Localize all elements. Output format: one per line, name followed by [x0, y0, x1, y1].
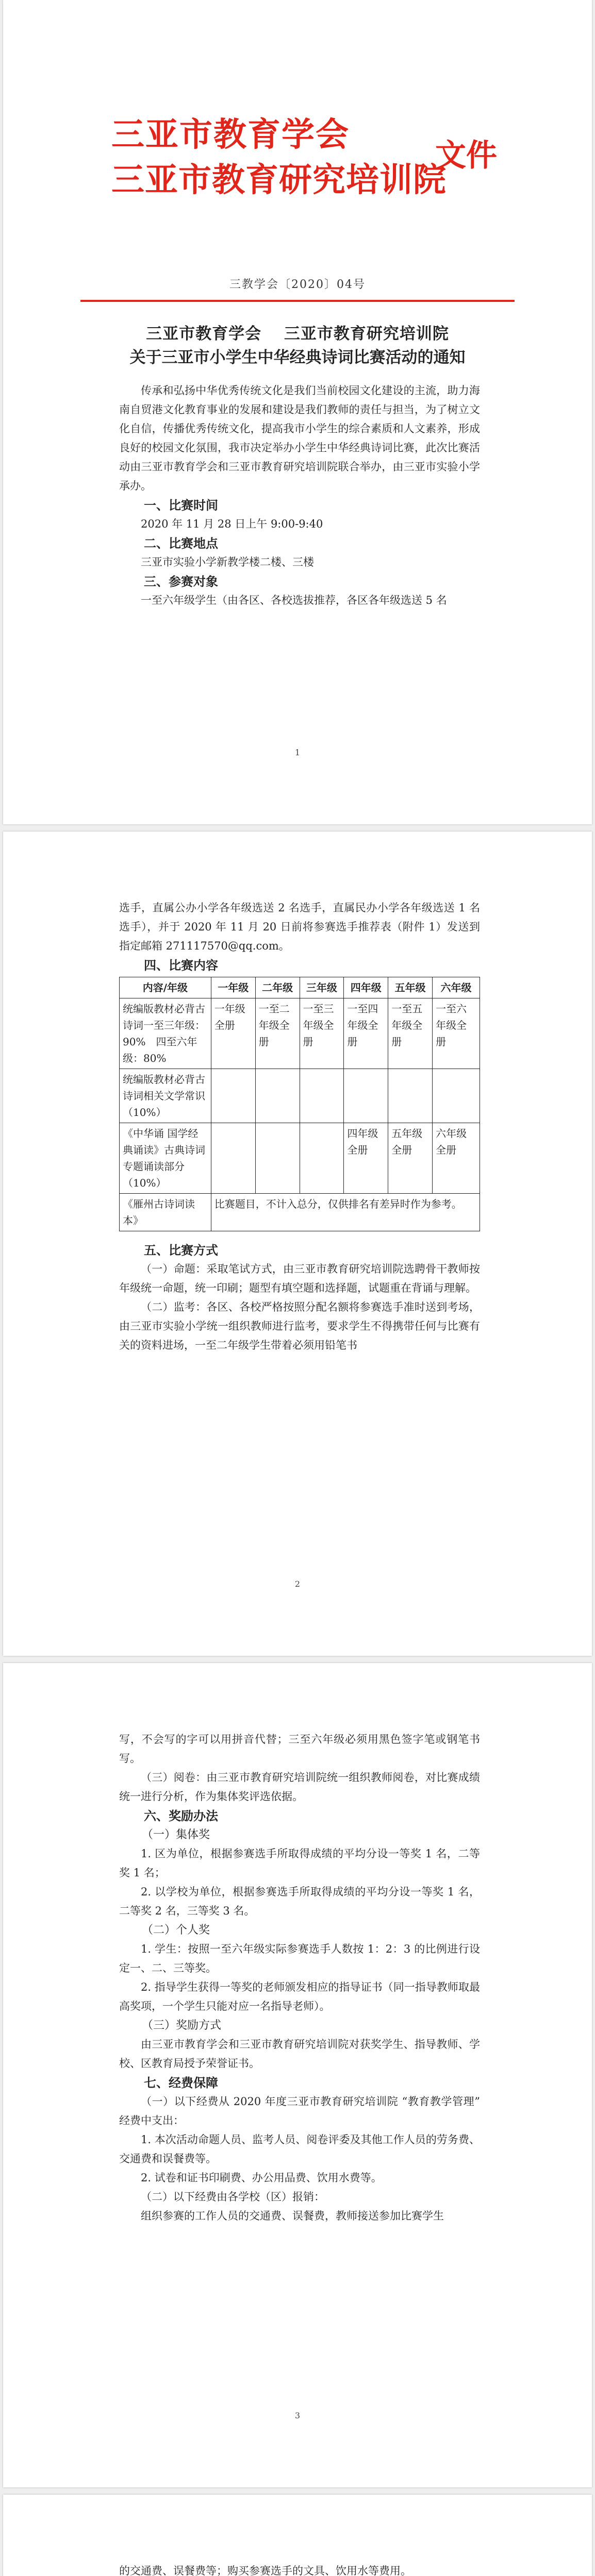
- section-2-text: 三亚市实验小学新教学楼二楼、三楼: [141, 556, 314, 568]
- doc-number: 三教学会〔2020〕04号: [229, 278, 366, 291]
- table-cell: 一至三年级全册: [300, 998, 344, 1069]
- table-cell: 《雁州古诗词读本》: [120, 1194, 211, 1231]
- section-3-text-part-1: 一至六年级学生（由各区、各校选拔推荐，各区各年级选送 5 名: [141, 594, 447, 606]
- table-cell: 比赛题目，不计入总分，仅供排名有差异时作为参考。: [211, 1194, 480, 1231]
- letterhead-line-2: 三亚市教育研究培训院: [111, 161, 447, 199]
- section-7-title: 七、经费保障: [144, 2075, 218, 2090]
- section-6-paragraph: 1. 学生：按照一至六年级实际参赛选手人数按 1：2：3 的比例进行设定一、二、三等奖。: [119, 1943, 480, 1974]
- red-letterhead: [91, 98, 503, 222]
- letterhead-doc-type: 文件: [435, 138, 497, 174]
- section-5-paragraph: （三）阅卷：由三亚市教育研究培训院统一组织教师阅卷，对比赛成绩统一进行分析，作为集体奖评选依据。: [119, 1771, 480, 1803]
- table-cell: [300, 1069, 344, 1123]
- page-4-body: [119, 2562, 480, 2576]
- section-7-paragraph: 组织参赛的工作人员的交通费、误餐费，教师接送参加比赛学生: [141, 2210, 444, 2222]
- table-cell: 统编版教材必背古诗词相关文学常识（10%）: [120, 1069, 211, 1123]
- table-header: 四年级: [344, 977, 388, 998]
- table-cell: 四年级全册: [344, 1123, 388, 1194]
- table-row: [120, 998, 480, 1069]
- table-header: 内容/年级: [120, 977, 211, 998]
- table-cell: 一至六年级全册: [433, 998, 480, 1069]
- notice-title: 关于三亚市小学生中华经典诗词比赛活动的通知: [129, 348, 466, 367]
- page-number: 1: [294, 748, 301, 757]
- table-row: [120, 1123, 480, 1194]
- table-header: 二年级: [255, 977, 300, 998]
- section-5-paragraph: （一）命题：采取笔试方式，由三亚市教育研究培训院选聘骨干教师按年级统一命题，统一印刷；题型有填空题和选择题，试题重在背诵与理解。: [119, 1263, 480, 1294]
- section-5-title: 五、比赛方式: [144, 1243, 218, 1258]
- table-cell: [344, 1069, 388, 1123]
- red-divider: [80, 300, 515, 302]
- table-cell: [211, 1123, 255, 1194]
- page-number: 2: [294, 1579, 301, 1589]
- section-1-title: 一、比赛时间: [144, 498, 218, 513]
- table-cell: 一至五年级全册: [388, 998, 433, 1069]
- section-3-text-part-2: 选手，直属公办小学各年级选送 2 名选手，直属民办小学各年级选送 1 名选手），并于 2020 年 11 月 20 日前将参赛选手推荐表（附件 1）发送到指定邮箱 271117570@qq.com。: [119, 902, 480, 952]
- table-cell: [388, 1069, 433, 1123]
- intro-paragraph: 传承和弘扬中华优秀传统文化是我们当前校园文化建设的主流，助力海南自贸港文化教育事业的发展和建设是我们教师的责任与担当，为了树立文化自信，传播优秀传统文化，提高我市小学生的综合素质和人文素养，形成良好的校园文化氛围，我市决定举办小学生中华经典诗词比赛，此次比赛活动由三亚市教育学会和三亚市教育研究培训院联合举办，由三亚市实验小学承办。: [119, 384, 480, 492]
- section-6-title: 六、奖励办法: [144, 1808, 218, 1823]
- letterhead-line-1: 三亚市教育学会: [111, 116, 350, 154]
- page-1: [3, 0, 592, 824]
- section-7-paragraph: （二）以下经费由各学校（区）报销：: [141, 2191, 325, 2203]
- section-7-paragraph: （一）以下经费从 2020 年度三亚市教育研究培训院 “教育教学管理” 经费中支出：: [119, 2095, 480, 2127]
- section-5-paragraph: （二）监考：各区、各校严格按照分配名额将参赛选手准时送到考场，由三亚市实验小学统一组织教师进行监考，要求学生不得携带任何与比赛有关的资料进场，一至二年级学生带着必须用铅笔书: [119, 1301, 480, 1351]
- section-6-paragraph: 2. 以学校为单位，根据参赛选手所取得成绩的平均分设一等奖 1 名，二等奖 2 名，三等奖 3 名。: [119, 1886, 480, 1917]
- section-6-subtitle: （二）个人奖: [142, 1924, 210, 1937]
- table-cell: [433, 1069, 480, 1123]
- issuer-line: 三亚市教育学会 三亚市教育研究培训院: [146, 325, 449, 343]
- page-4: [3, 2495, 592, 2576]
- table-row: [120, 1194, 480, 1231]
- page-1-body: [119, 381, 480, 610]
- table-cell: [255, 1123, 300, 1194]
- section-6-subtitle: （一）集体奖: [142, 1828, 210, 1841]
- table-cell: 《中华诵 国学经典诵读》古典诗词专题诵读部分（10%）: [120, 1123, 211, 1194]
- table-header-row: [120, 977, 480, 998]
- section-6-paragraph: 由三亚市教育学会和三亚市教育研究培训院对获奖学生、指导教师、学校、区教育局授予荣誉证书。: [119, 2038, 480, 2070]
- page-2-body: [119, 899, 480, 1355]
- page-3: [3, 1663, 592, 2487]
- section-6-paragraph: 2. 指导学生获得一等奖的老师颁发相应的指导证书（同一指导教师取最高奖项，一个学生只能对应一名指导老师）。: [119, 1981, 480, 2012]
- page-number: 3: [294, 2411, 301, 2420]
- table-header: 五年级: [388, 977, 433, 998]
- table-header: 三年级: [300, 977, 344, 998]
- section-5-paragraph: 写，不会写的字可以用拼音代替；三至六年级必须用黑色签字笔或钢笔书写。: [119, 1733, 480, 1765]
- table-header: 六年级: [433, 977, 480, 998]
- section-3-title: 三、参赛对象: [144, 574, 218, 589]
- table-cell: [300, 1123, 344, 1194]
- table-cell: 五年级全册: [388, 1123, 433, 1194]
- page-3-body: [119, 1730, 480, 2226]
- table-row: [120, 1069, 480, 1123]
- page-2: [3, 832, 592, 1656]
- table-cell: [255, 1069, 300, 1123]
- section-7-paragraph: 2. 试卷和证书印刷费、办公用品费、饮用水费等。: [141, 2172, 382, 2184]
- section-7-paragraph: 的交通费、误餐费等；购买参赛选手的文具、饮用水等费用。: [119, 2565, 411, 2576]
- section-6-paragraph: 1. 区为单位，根据参赛选手所取得成绩的平均分设一等奖 1 名，二等奖 1 名；: [119, 1848, 480, 1879]
- table-cell: 一至四年级全册: [344, 998, 388, 1069]
- table-cell: 六年级全册: [433, 1123, 480, 1194]
- table-cell: [211, 1069, 255, 1123]
- table-cell: 一至二年级全册: [255, 998, 300, 1069]
- table-cell: 统编版教材必背古诗词一至三年级：90% 四至六年级：80%: [120, 998, 211, 1069]
- section-4-title: 四、比赛内容: [144, 958, 218, 973]
- section-6-subtitle: （三）奖励方式: [142, 2019, 222, 2032]
- section-1-text: 2020 年 11 月 28 日上午 9:00-9:40: [141, 518, 323, 530]
- content-table: [119, 977, 480, 1231]
- table-header: 一年级: [211, 977, 255, 998]
- table-cell: 一年级全册: [211, 998, 255, 1069]
- section-2-title: 二、比赛地点: [144, 536, 218, 551]
- section-7-paragraph: 1. 本次活动命题人员、监考人员、阅卷评委及其他工作人员的劳务费、交通费和误餐费等。: [119, 2133, 480, 2165]
